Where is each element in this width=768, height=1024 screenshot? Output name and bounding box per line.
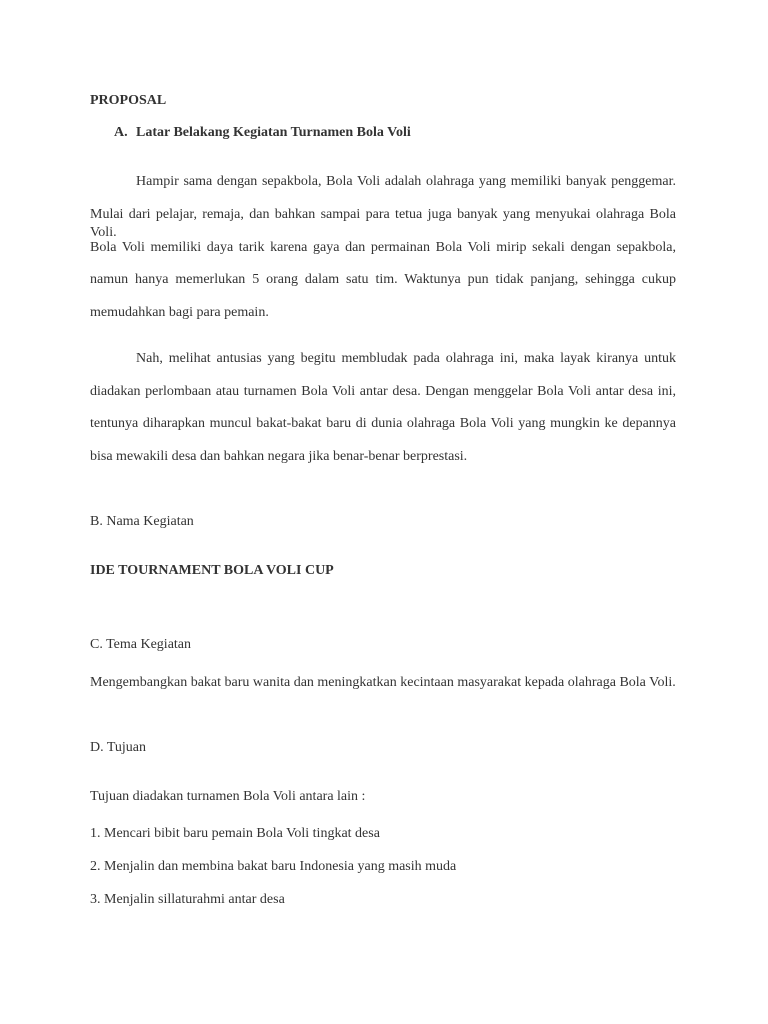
section-c-text: Mengembangkan bakat baru wanita dan meningkatkan kecintaan masyarakat kepada olahraga Bola Voli. [90,675,676,690]
section-b-heading: B. Nama Kegiatan [90,514,194,529]
paragraph-line: Hampir sama dengan sepakbola, Bola Voli adalah olahraga yang memiliki banyak penggemar. [136,174,676,189]
list-item: 1. Mencari bibit baru pemain Bola Voli tingkat desa [90,826,380,841]
paragraph-line: Bola Voli memiliki daya tarik karena gaya dan permainan Bola Voli mirip sekali dengan sepakbola, [90,240,676,255]
section-c-heading: C. Tema Kegiatan [90,637,192,652]
list-item: 3. Menjalin sillaturahmi antar desa [90,892,285,907]
paragraph-line: tentunya diharapkan muncul bakat-bakat baru di dunia olahraga Bola Voli yang mungkin ke depannya [90,416,676,431]
paragraph-line: bisa mewakili desa dan bahkan negara jika benar-benar berprestasi. [90,449,468,464]
paragraph-line: diadakan perlombaan atau turnamen Bola Voli antar desa. Dengan menggelar Bola Voli antar desa ini, [90,384,676,399]
document-title: PROPOSAL [90,93,167,108]
event-name: IDE TOURNAMENT BOLA VOLI CUP [90,563,334,578]
paragraph-line: memudahkan bagi para pemain. [90,305,269,320]
section-d-heading: D. Tujuan [90,740,147,755]
paragraph-line: Mulai dari pelajar, remaja, dan bahkan sampai para tetua juga banyak yang menyukai olahraga Bola Voli. [90,207,676,240]
paragraph-line: Nah, melihat antusias yang begitu membludak pada olahraga ini, maka layak kiranya untuk [136,351,676,366]
list-item: 2. Menjalin dan membina bakat baru Indonesia yang masih muda [90,859,457,874]
section-a-heading: Latar Belakang Kegiatan Turnamen Bola Voli [136,125,411,140]
section-d-intro: Tujuan diadakan turnamen Bola Voli antara lain : [90,789,366,804]
section-a-marker: A. [114,125,128,140]
paragraph-line: namun hanya memerlukan 5 orang dalam satu tim. Waktunya pun tidak panjang, sehingga cukup [90,272,676,287]
